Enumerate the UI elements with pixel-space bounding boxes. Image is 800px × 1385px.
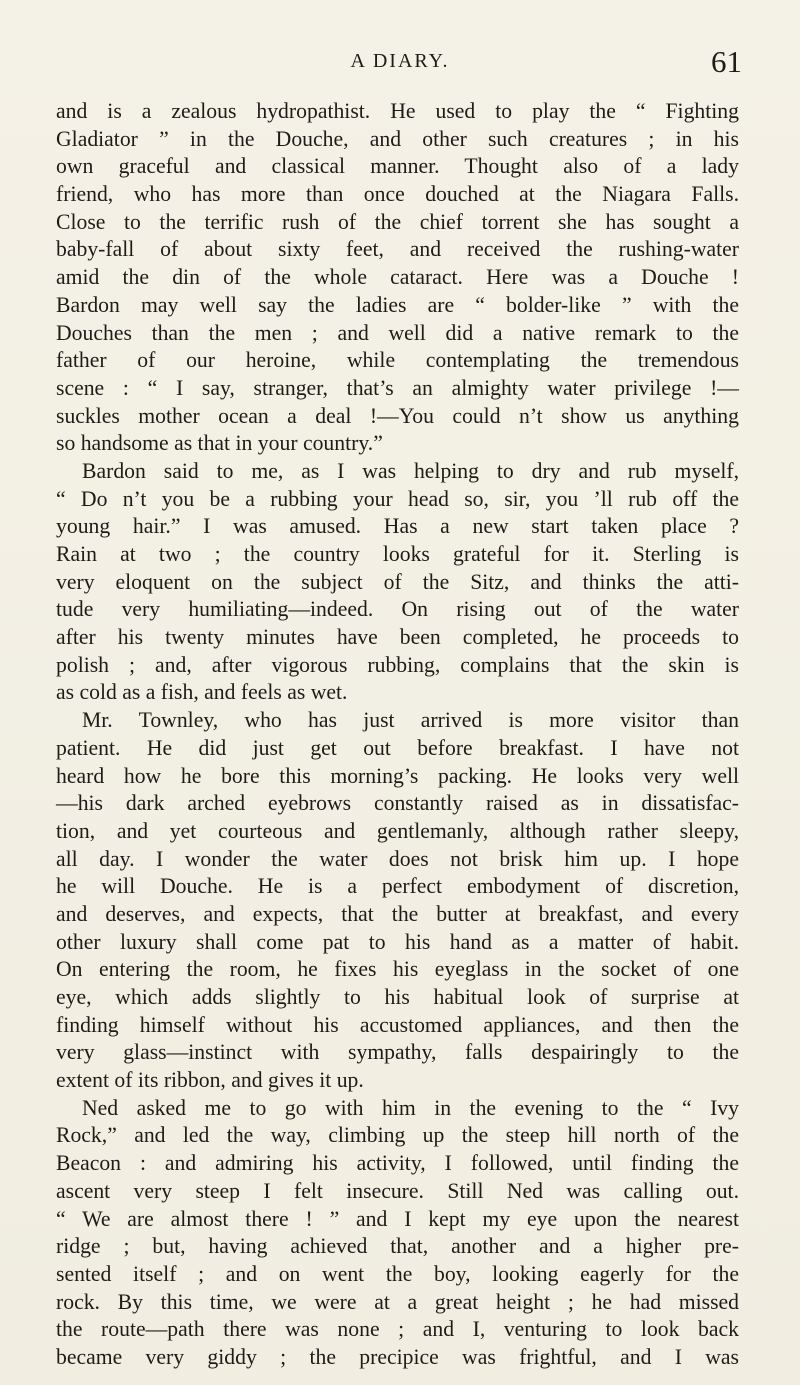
text-line: and is a zealous hydropathist. He used to play the “ Fighting xyxy=(56,99,739,123)
text-line: polish ; and, after vigorous rubbing, complains that the skin is xyxy=(56,652,739,677)
text-line: rock. By this time, we were at a great height ; he had missed xyxy=(56,1289,739,1314)
text-line: Rock,” and led the way, climbing up the steep hill north of the xyxy=(56,1123,739,1148)
text-line: Mr. Townley, who has just arrived is more visitor than xyxy=(82,708,739,733)
text-line: “ Do n’t you be a rubbing your head so, sir, you ’ll rub off the xyxy=(56,486,739,511)
text-line: other luxury shall come pat to his hand as a matter of habit. xyxy=(56,929,739,954)
text-line: became very giddy ; the precipice was frightful, and I was xyxy=(56,1344,739,1369)
page-number: 61 xyxy=(711,44,742,79)
text-line: very glass—instinct with sympathy, falls despairingly to the xyxy=(56,1040,739,1065)
running-head xyxy=(60,42,740,82)
text-line: Bardon may well say the ladies are “ bolder-like ” with the xyxy=(56,292,739,317)
text-line: very eloquent on the subject of the Sitz, and thinks the atti- xyxy=(56,569,739,594)
text-line: he will Douche. He is a perfect embodyment of discretion, xyxy=(56,874,739,899)
text-line: finding himself without his accustomed appliances, and then the xyxy=(56,1012,739,1037)
text-line: baby-fall of about sixty feet, and received the rushing-water xyxy=(56,237,739,262)
text-line: as cold as a fish, and feels as wet. xyxy=(56,680,348,705)
text-line: young hair.” I was amused. Has a new start taken place ? xyxy=(56,514,739,539)
text-line: own graceful and classical manner. Thought also of a lady xyxy=(56,154,739,179)
text-line: after his twenty minutes have been completed, he proceeds to xyxy=(56,625,739,650)
text-line: so handsome as that in your country.” xyxy=(56,431,383,456)
text-line: sented itself ; and on went the boy, looking eagerly for the xyxy=(56,1261,739,1286)
text-line: Close to the terrific rush of the chief torrent she has sought a xyxy=(56,209,739,234)
text-line: Ned asked me to go with him in the evening to the “ Ivy xyxy=(82,1095,739,1120)
text-line: ascent very steep I felt insecure. Still Ned was calling out. xyxy=(56,1178,739,1203)
text-line: tude very humiliating—indeed. On rising out of the water xyxy=(56,597,739,622)
text-line: friend, who has more than once douched at the Niagara Falls. xyxy=(56,182,739,207)
text-line: father of our heroine, while contemplating the tremendous xyxy=(56,348,739,373)
text-line: —his dark arched eyebrows constantly raised as in dissatisfac- xyxy=(56,791,739,816)
text-line: ridge ; but, having achieved that, another and a higher pre- xyxy=(56,1234,739,1259)
text-line: extent of its ribbon, and gives it up. xyxy=(56,1068,364,1093)
text-line: Gladiator ” in the Douche, and other such creatures ; in his xyxy=(56,126,739,151)
text-line: Rain at two ; the country looks grateful for it. Sterling is xyxy=(56,542,739,566)
body-text xyxy=(56,98,739,1372)
text-line: eye, which adds slightly to his habitual look of surprise at xyxy=(56,985,739,1009)
text-line: heard how he bore this morning’s packing. He looks very well xyxy=(56,763,739,788)
text-line: “ We are almost there ! ” and I kept my eye upon the nearest xyxy=(56,1206,739,1231)
text-line: amid the din of the whole cataract. Here was a Douche ! xyxy=(56,265,739,290)
running-title: A DIARY. xyxy=(350,50,450,72)
text-line: tion, and yet courteous and gentlemanly, although rather sleepy, xyxy=(56,818,739,843)
text-line: suckles mother ocean a deal !—You could n’t show us anything xyxy=(56,403,739,428)
text-line: On entering the room, he fixes his eyeglass in the socket of one xyxy=(56,957,739,982)
text-line: Beacon : and admiring his activity, I followed, until finding the xyxy=(56,1151,739,1176)
text-line: the route—path there was none ; and I, venturing to look back xyxy=(56,1317,739,1342)
text-line: and deserves, and expects, that the butter at breakfast, and every xyxy=(56,901,739,926)
text-line: patient. He did just get out before breakfast. I have not xyxy=(56,735,739,760)
text-line: scene : “ I say, stranger, that’s an almighty water privilege !— xyxy=(56,375,739,400)
text-line: all day. I wonder the water does not brisk him up. I hope xyxy=(56,846,739,871)
text-line: Douches than the men ; and well did a native remark to the xyxy=(56,320,739,345)
text-line: Bardon said to me, as I was helping to dry and rub myself, xyxy=(82,458,739,483)
